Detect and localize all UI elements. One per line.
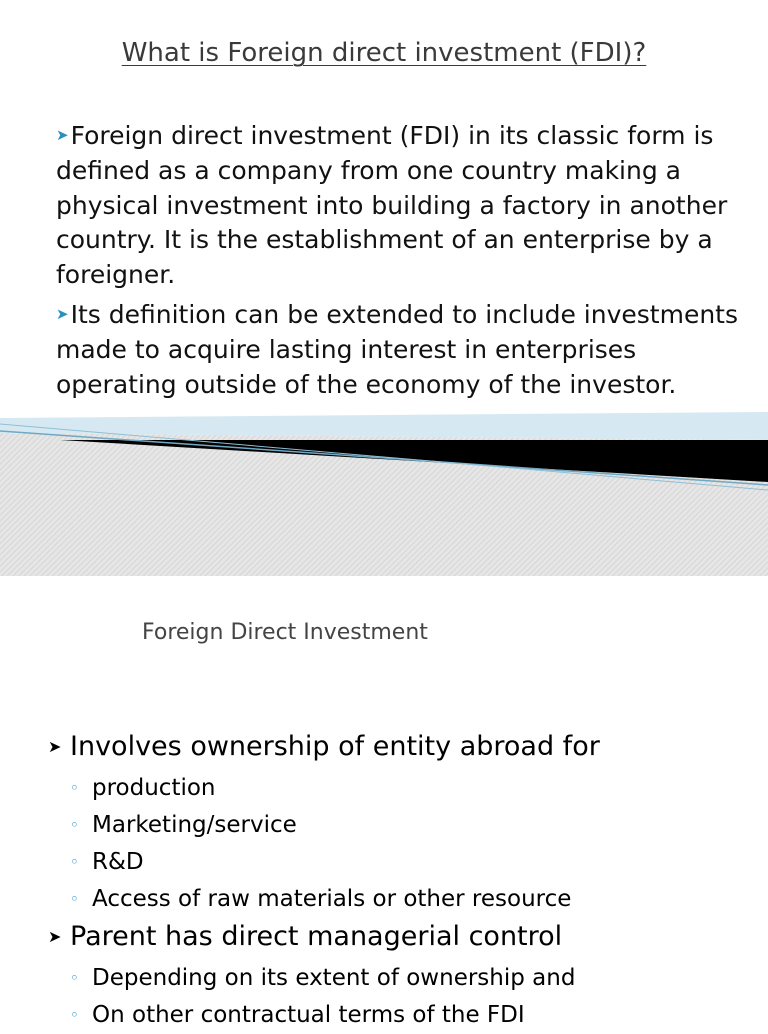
paragraph-text: Its definition can be extended to include investments made to acquire lasting interest in enterprises operating outside of the economy of the investor. — [56, 299, 738, 399]
circle-bullet-icon: ◦ — [70, 890, 79, 908]
sub-list-item — [48, 960, 748, 997]
slide-2-title: Foreign Direct Investment — [142, 620, 428, 645]
sub-list-item-text: Depending on its extent of ownership and — [92, 965, 576, 991]
sub-list-item-text: Access of raw materials or other resource — [92, 886, 572, 912]
sub-list-item-text: On other contractual terms of the FDI — [92, 1002, 525, 1028]
fdi-bullet-list — [48, 728, 748, 1034]
definition-paragraph-2 — [56, 297, 746, 402]
page-title: What is Foreign direct investment (FDI)? — [121, 38, 647, 68]
sub-list-item-text: production — [92, 775, 216, 801]
sub-list-item — [48, 770, 748, 807]
definition-paragraph-1 — [56, 118, 746, 293]
circle-bullet-icon: ◦ — [70, 779, 79, 797]
circle-bullet-icon: ◦ — [70, 816, 79, 834]
definition-body — [56, 118, 746, 406]
arrow-bullet-icon: ➤ — [48, 737, 62, 756]
circle-bullet-icon: ◦ — [70, 969, 79, 987]
sub-list-item-text: Marketing/service — [92, 812, 297, 838]
sub-list-item — [48, 997, 748, 1034]
circle-bullet-icon: ◦ — [70, 853, 79, 871]
sub-list-item-text: R&D — [92, 849, 144, 875]
sub-list-item — [48, 881, 748, 918]
list-item-text: Involves ownership of entity abroad for — [70, 731, 600, 762]
arrow-bullet-icon: ➤ — [56, 304, 69, 323]
arrow-bullet-icon: ➤ — [48, 927, 62, 946]
sub-list-item — [48, 844, 748, 881]
list-item — [48, 918, 748, 956]
paragraph-text: Foreign direct investment (FDI) in its classic form is defined as a company from one country making a physical investment into building a factory in another country. It is the establishment of an enterprise by a foreigner. — [56, 121, 728, 290]
list-item — [48, 728, 748, 766]
list-item-text: Parent has direct managerial control — [70, 921, 563, 952]
sub-list-item — [48, 807, 748, 844]
arrow-bullet-icon: ➤ — [56, 126, 69, 144]
circle-bullet-icon: ◦ — [70, 1006, 79, 1024]
